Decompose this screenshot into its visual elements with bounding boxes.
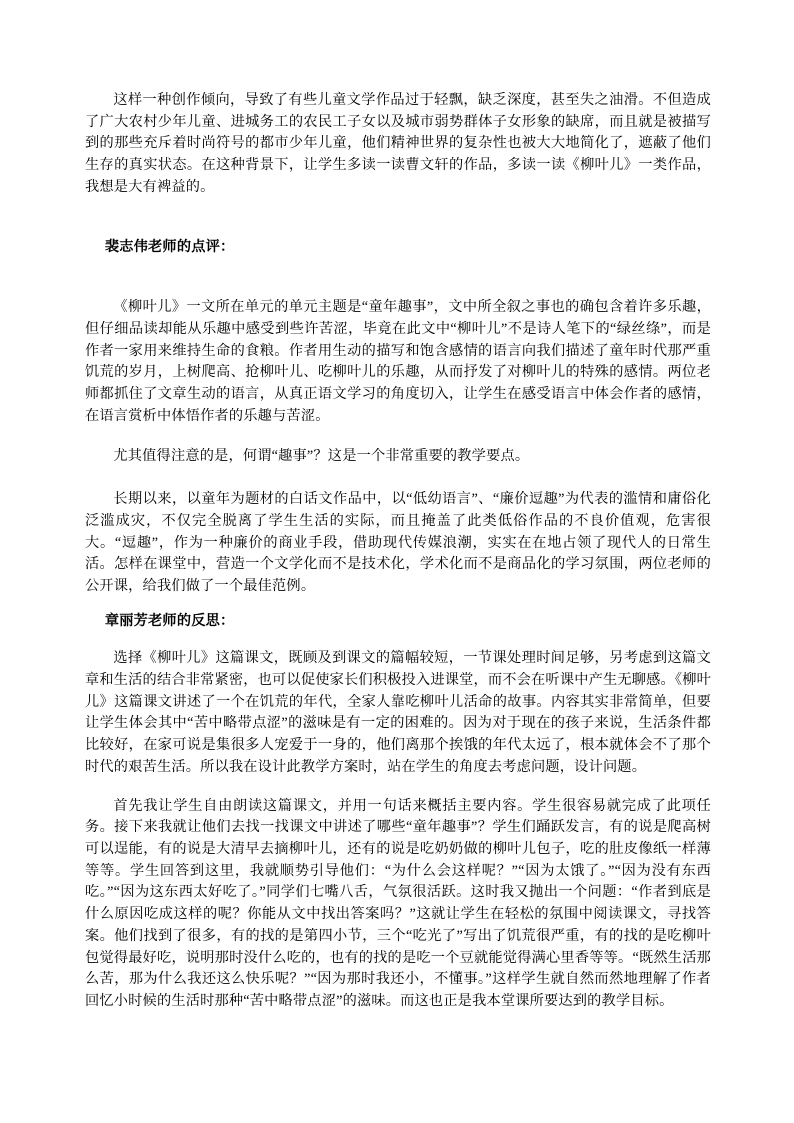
paragraph-creation-tendency: 这样一种创作倾向，导致了有些儿童文学作品过于轻飘，缺乏深度，甚至失之油滑。不但造成了广大农村少年儿童、进城务工的农民工子女以及城市弱势群体子女形象的缺席，而且就是被描写到的那些充斥着时尚符号的都市少年儿童，他们精神世界的复杂性也被大大地简化了，遮蔽了他们生存的真实状态。在这种背景下，让学生多读一读曹文轩的作品，多读一读《柳叶儿》一类作品，我想是大有裨益的。 — [85, 92, 711, 195]
paragraph-lesson-choice-reason: 选择《柳叶儿》这篇课文，既顾及到课文的篇幅较短，一节课处理时间足够，另考虑到这篇文章和生活的结合非常紧密，也可以促使家长们积极投入进课堂，而不会在听课中产生无聊感。《柳叶儿》这篇课文讲述了一个在饥荒的年代，全家人靠吃柳叶儿活命的故事。内容其实非常简单，但要让学生体会其中“苦中略带点涩”的滋味是有一定的困难的。因为对于现在的孩子来说，生活条件都比较好，在家可说是集很多人宠爱于一身的，他们离那个挨饿的年代太远了，根本就体会不了那个时代的艰苦生活。所以我在设计此教学方案时，站在学生的角度去考虑问题，设计问题。 — [85, 650, 711, 775]
heading-zhang-lifang-reflection: 章丽芳老师的反思： — [104, 612, 235, 629]
heading-pei-zhiwei-comment: 裴志伟老师的点评： — [104, 238, 235, 255]
paragraph-qushi-teaching-point: 尤其值得注意的是，何谓“趣事”？这是一个非常重要的教学要点。 — [113, 448, 530, 465]
paragraph-liuyeer-unit-analysis: 《柳叶儿》一文所在单元的单元主题是“童年趣事”，文中所全叙之事也的确包含着许多乐趣，但仔细品读却能从乐趣中感受到些许苦涩，毕竟在此文中“柳叶儿”不是诗人笔下的“绿丝绦”，而是作者一家用来维持生命的食粮。作者用生动的描写和饱含感情的语言向我们描述了童年时代那严重饥荒的岁月，上树爬高、抢柳叶儿、吃柳叶儿的乐趣，从而抒发了对柳叶儿的特殊的感情。两位老师都抓住了文章生动的语言，从真正语文学习的角度切入，让学生在感受语言中体会作者的感情，在语言赏析中体悟作者的乐趣与苦涩。 — [85, 299, 711, 424]
paragraph-longterm-criticism: 长期以来，以童年为题材的白话文作品中，以“低幼语言”、“廉价逗趣”为代表的滥情和庸俗化泛滥成灾，不仅完全脱离了学生生活的实际，而且掩盖了此类低俗作品的不良价值观，危害很大。“逗趣”，作为一种廉价的商业手段，借助现代传媒浪潮，实实在在地占领了现代人的日常生活。怎样在课堂中，营造一个文学化而不是技术化，学术化而不是商品化的学习氛围，两位老师的公开课，给我们做了一个最佳范例。 — [85, 491, 711, 594]
paragraph-lesson-process-description: 首先我让学生自由朗读这篇课文，并用一句话来概括主要内容。学生很容易就完成了此项任务。接下来我就让他们去找一找课文中讲述了哪些“童年趣事”？学生们踊跃发言，有的说是爬高树可以逞能，有的说是大清早去摘柳叶儿，还有的说是吃奶奶做的柳叶儿包子，吃的肚皮像纸一样薄等等。学生回答到这里，我就顺势引导他们：“为什么会这样呢？”“因为太饿了。”“因为没有东西吃。”“因为这东西太好吃了。”同学们七嘴八舌，气氛很活跃。这时我又抛出一个问题：“作者到底是什么原因吃成这样的呢？你能从文中找出答案吗？”这就让学生在轻松的氛围中阅读课文，寻找答案。他们找到了很多，有的找的是第四小节，三个“吃光了”写出了饥荒很严重，有的找的是吃柳叶包觉得最好吃，说明那时没什么吃的，也有的找的是吃一个豆就能觉得满心里香等等。“既然生活那么苦，那为什么我还这么快乐呢？”“因为那时我还小，不懂事。”这样学生就自然而然地理解了作者回忆小时候的生活时那种“苦中略带点涩”的滋味。而这也正是我本堂课所要达到的教学目标。 — [85, 797, 711, 1009]
